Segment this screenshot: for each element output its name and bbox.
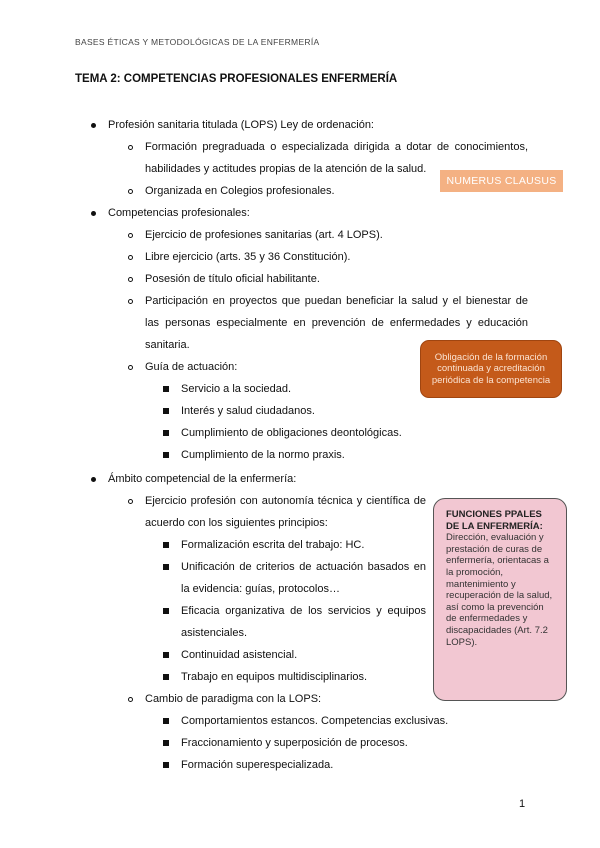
bullet-square-icon [163, 408, 169, 414]
bullet-circle-icon [128, 697, 133, 702]
bullet-circle-icon [128, 233, 133, 238]
list-item-continuation: habilidades y actitudes propias de la atención de la salud. [145, 163, 427, 175]
list-item: Interés y salud ciudadanos. [181, 405, 315, 417]
list-item: Organizada en Colegios profesionales. [145, 185, 335, 197]
list-item: Ejercicio profesión con autonomía técnica y científica de [145, 495, 426, 507]
list-item: Ejercicio de profesiones sanitarias (art. 4 LOPS). [145, 229, 383, 241]
list-item: Libre ejercicio (arts. 35 y 36 Constitución). [145, 251, 351, 263]
list-item: Guía de actuación: [145, 361, 238, 373]
list-item: Posesión de título oficial habilitante. [145, 273, 320, 285]
list-item: Profesión sanitaria titulada (LOPS) Ley de ordenación: [108, 119, 374, 131]
note-heading: FUNCIONES PPALES DE LA ENFERMERÍA: [446, 509, 543, 532]
note-body: Dirección, evaluación y prestación de curas de enfermería, orientacas a la promoción, mantenimiento y recuperación de la salud, así como la prevención de enfermedades y discapacidades (Art. 7.2 LOPS). [446, 532, 553, 648]
list-item: Ámbito competencial de la enfermería: [108, 473, 297, 485]
bullet-circle-icon [128, 145, 133, 150]
bullet-square-icon [163, 652, 169, 658]
list-item: Fraccionamiento y superposición de procesos. [181, 737, 408, 749]
bullet-circle-icon [128, 277, 133, 282]
list-item-continuation: sanitaria. [145, 339, 190, 351]
bullet-disc-icon [91, 477, 96, 482]
list-item: Servicio a la sociedad. [181, 383, 292, 395]
note-numerus-clausus: NUMERUS CLAUSUS [440, 170, 563, 192]
list-item-continuation: asistenciales. [181, 627, 248, 639]
running-header: BASES ÉTICAS Y METODOLÓGICAS DE LA ENFERMERÍA [75, 37, 320, 47]
list-item: Continuidad asistencial. [181, 649, 298, 661]
list-item: Formalización escrita del trabajo: HC. [181, 539, 365, 551]
bullet-circle-icon [128, 499, 133, 504]
bullet-square-icon [163, 430, 169, 436]
bullet-disc-icon [91, 123, 96, 128]
bullet-square-icon [163, 674, 169, 680]
list-item: Cumplimiento de la normo praxis. [181, 449, 345, 461]
bullet-circle-icon [128, 365, 133, 370]
bullet-square-icon [163, 452, 169, 458]
list-item-continuation: las personas especialmente en prevención de enfermedades y educación [145, 317, 528, 329]
bullet-square-icon [163, 542, 169, 548]
list-item: Cumplimiento de obligaciones deontológicas. [181, 427, 402, 439]
bullet-square-icon [163, 608, 169, 614]
bullet-square-icon [163, 762, 169, 768]
list-item: Formación pregraduada o especializada dirigida a dotar de conocimientos, [145, 141, 528, 153]
note-funciones-enfermeria [433, 498, 567, 701]
list-item: Formación superespecializada. [181, 759, 334, 771]
bullet-circle-icon [128, 255, 133, 260]
list-item: Comportamientos estancos. Competencias exclusivas. [181, 715, 449, 727]
list-item: Trabajo en equipos multidisciplinarios. [181, 671, 368, 683]
list-item: Competencias profesionales: [108, 207, 250, 219]
bullet-square-icon [163, 740, 169, 746]
page-number: 1 [519, 798, 526, 810]
bullet-square-icon [163, 564, 169, 570]
bullet-square-icon [163, 718, 169, 724]
bullet-square-icon [163, 386, 169, 392]
page-title: TEMA 2: COMPETENCIAS PROFESIONALES ENFERMERÍA [75, 73, 398, 85]
bullet-circle-icon [128, 299, 133, 304]
note-formacion-continuada: Obligación de la formación continuada y acreditación periódica de la competencia [420, 340, 562, 398]
list-item: Cambio de paradigma con la LOPS: [145, 693, 322, 705]
list-item: Unificación de criterios de actuación basados en [181, 561, 426, 573]
list-item-continuation: la evidencia: guías, protocolos… [181, 583, 340, 595]
bullet-circle-icon [128, 189, 133, 194]
bullet-disc-icon [91, 211, 96, 216]
list-item: Eficacia organizativa de los servicios y equipos [181, 605, 426, 617]
list-item: Participación en proyectos que puedan beneficiar la salud y el bienestar de [145, 295, 528, 307]
list-item-continuation: acuerdo con los siguientes principios: [145, 517, 328, 529]
